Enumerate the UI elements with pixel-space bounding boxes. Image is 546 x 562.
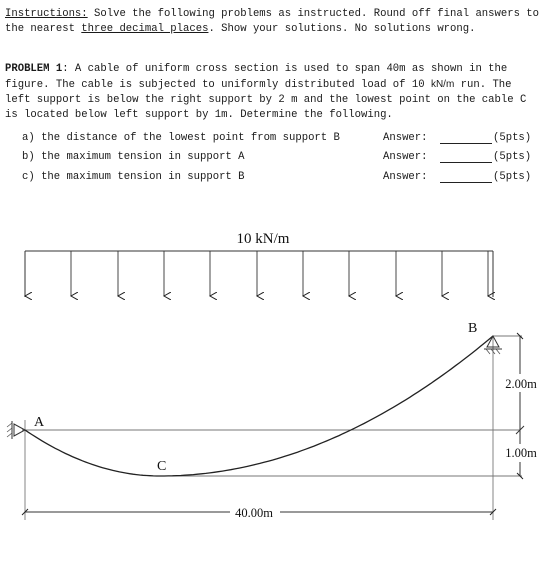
question-text: a) the distance of the lowest point from support B	[22, 132, 340, 144]
instructions-text-2: . Show your solutions. No solutions wrong.	[208, 23, 476, 35]
label-point-b: B	[468, 321, 478, 336]
problem-load-unit: kN/m	[430, 79, 455, 90]
problem-text-b: run. The left support is below the right support by 2 m and the lowest point on the cable C is located below left support by 1m. Determine the following.	[5, 79, 527, 121]
answer-label: Answer:	[383, 132, 428, 144]
load-arrows	[25, 251, 488, 296]
question-text: b) the maximum tension in support A	[22, 151, 245, 163]
answer-label: Answer:	[383, 151, 428, 163]
question-text: c) the maximum tension in support B	[22, 171, 245, 183]
dim-height-ab: 2.00m	[505, 377, 537, 391]
cable-curve	[25, 336, 493, 476]
load-label: 10 kN/m	[236, 231, 290, 247]
points-label: (5pts)	[493, 132, 532, 144]
label-point-a: A	[34, 415, 45, 430]
problem-text-a: : A cable of uniform cross section is used to span 40m as shown in the figure. The cable is subjected to uniformly distributed load of 10	[5, 63, 508, 91]
answer-label: Answer:	[383, 171, 428, 183]
points-label: (5pts)	[493, 171, 532, 183]
instructions-label: Instructions:	[5, 8, 88, 20]
instructions-text-1: Solve the following problems as instructed. Round off final answers to the nearest	[5, 8, 540, 35]
label-point-c: C	[157, 459, 167, 474]
dim-span: 40.00m	[235, 506, 273, 520]
distributed-load	[25, 251, 493, 297]
problem-label: PROBLEM 1	[5, 63, 63, 75]
dim-height-ac: 1.00m	[505, 446, 537, 460]
points-label: (5pts)	[493, 151, 532, 163]
support-a-hatch	[7, 423, 12, 437]
instructions-emphasis: three decimal places	[81, 23, 209, 35]
